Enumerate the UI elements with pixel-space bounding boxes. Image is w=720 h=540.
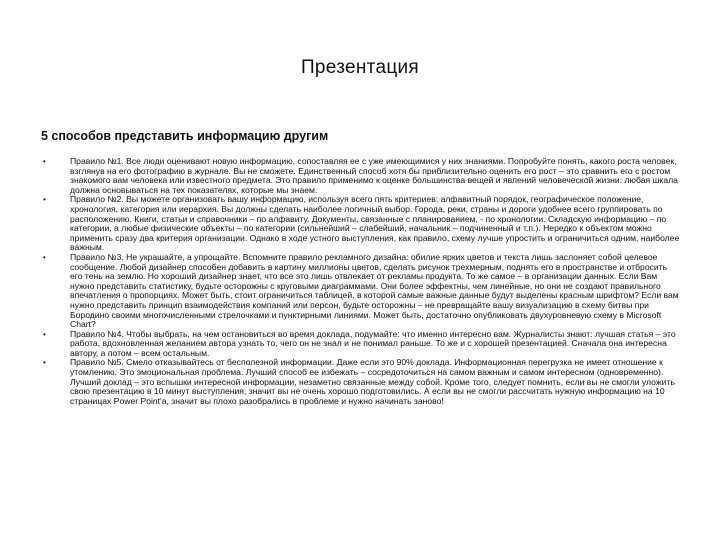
list-item-text: Правило №5. Смело отказывайтесь от бесполезной информации. Даже если это 90% доклада. Информационная перегрузка не имеет отношение к утомлению. Это эмоциональная проблема. Лучший способ ее избежать – сосредоточиться на самом важным и самом интересном (одновременно). Лучший доклад – это вспышки интересной информации, незаметно связанные между собой. Кроме того, следует помнить, если вы не смогли уложить свою презентацию в 10 минут выступления, значит вы не очень хорошо подготовились. А если вы не смогли рассчитать нужную информацию на 10 страницах Power Point'a, значит вы плохо разобрались в проблеме и нужно начинать заново!	[70, 357, 675, 406]
bullet-dot-icon: •	[43, 157, 46, 166]
list-item-text: Правило №2. Вы можете организовать вашу информацию, используя всего пять критериев: алфавитный порядок, географическое положение, хронология, категория или иерархия. Вы должны сделать наиболее логичный выбор. Города, реки, страны и дороги удобнее всего группировать по расположению. Книги, статьи и справочники – по алфавиту. Документы, связанные с планированием, - по хронологии. Складскую информацию – по категории, а любые физические объекты – по категории (сильнейший – слабейший, начальник – подчиненный и т.п.). Нередко к объектом можно применить сразу два критерия организации. Однако в ходе устного выступления, как правило, схему лучше упростить и ограничиться одним, наиболее важным.	[70, 194, 680, 253]
list-item-text: Правило №3. Не украшайте, а упрощайте. Вспомните правило рекламного дизайна: обилие ярких цветов и текста лишь заслоняет собой целевое сообщение. Любой дизайнер способен добавить в картину миллионы цветов, сделать рисунок трехмерным, поднять его в пространстве и отбросить его тень на землю. Но хороший дизайнер знает, что все это лишь отвлекает от рекламы продукта. То же самое – в организации данных. Если Вам нужно представить статистику, будьте осторожны с круговыми диаграммами. Они более эффектны, чем линейные, но они не создают правильного впечатления о пропорциях. Может быть, стоит ограничиться таблицей, в которой самые важные данные будут выделены красным шрифтом? Если вам нужно представить принцип взаимодействия компаний или персон, будьте осторожны – не превращайте вашу визуализацию в схему битвы при Бородино своими многочисленными стрелочками и пунктирными линиями. Может быть, достаточно опубликовать двухуровневую схему в Microsoft Chart?	[70, 251, 679, 330]
rules-list	[40, 157, 680, 406]
list-item	[40, 330, 680, 359]
bullet-dot-icon: •	[43, 252, 46, 262]
list-item	[40, 253, 680, 330]
list-item	[40, 195, 680, 253]
list-item-text: Правило №1. Все люди оценивают новую информацию, сопоставляя ее с уже имеющимися у них знаниями. Попробуйте понять, какого роста человек, взглянув на его фотографию в журнале. Вы не сможете. Единственный способ хотя бы приблизительно оценить его рост – это сравнить его с ростом знакомого вам человека или известного предмета. Это правило применимо к оценке большинства вещей и явлений человеческой жизни: любая шкала должна основываться на тех показателях, которые мы знаем.	[70, 156, 678, 195]
page-title: Презентация	[300, 57, 420, 78]
list-item	[40, 358, 680, 406]
bullet-dot-icon: •	[43, 195, 46, 205]
bullet-dot-icon: •	[43, 329, 46, 339]
list-item	[40, 157, 680, 195]
list-item-text: Правило №4. Чтобы выбрать, на чем остановиться во время доклада, подумайте: что именно интересно вам. Журналисты знают: лучшая статья – это работа, вдохновленная желанием автора узнать то, чего он не знал и не понимал раньше. То же и с хорошей презентацией. Сначала она интересна автору, а потом – всем остальным.	[70, 328, 676, 358]
slide-subtitle: 5 способов представить информацию другим	[41, 129, 329, 143]
bullet-dot-icon: •	[43, 358, 46, 368]
